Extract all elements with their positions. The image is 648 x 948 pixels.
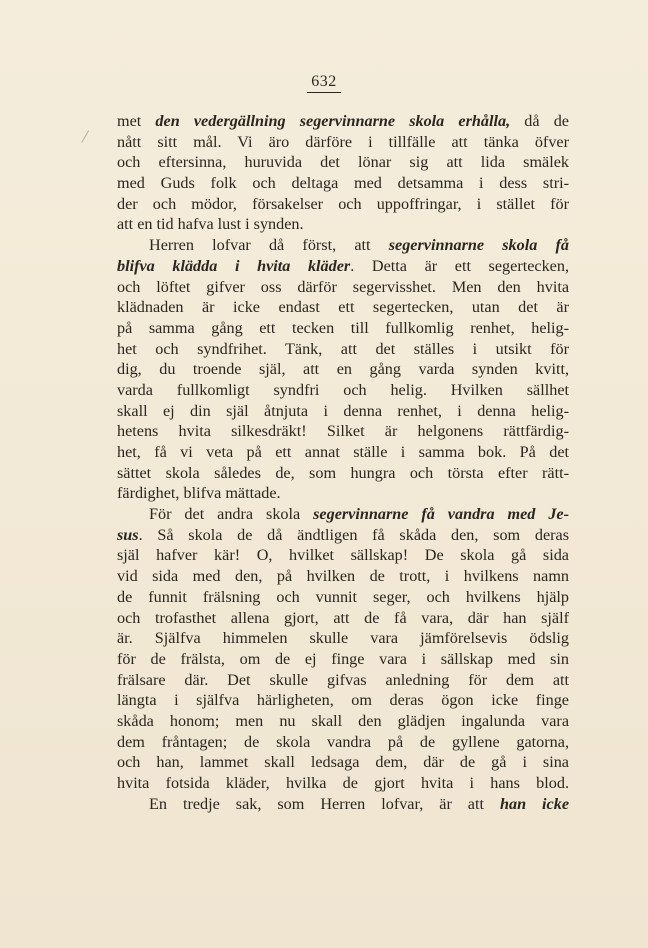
text-line	[117, 277, 569, 298]
text-run: på samma gång ett tecken till fullkomlig renhet, helig-	[117, 318, 569, 337]
text-run: dem fråntagen; de skola vandra på de gyllene gatorna,	[117, 732, 569, 751]
text-run: hetens hvita silkesdräkt! Silket är helgonens rättfärdig-	[117, 422, 569, 441]
text-line	[117, 690, 569, 711]
text-run: med Guds folk och deltaga med detsamma i dess stri-	[117, 174, 569, 193]
text-run: för de frälsta, om de ej finge vara i sällskap med sin	[117, 649, 569, 668]
text-run: Herren lofvar då först, att	[149, 236, 389, 255]
page-number-text: 632	[307, 73, 341, 93]
text-line	[117, 628, 569, 649]
text-line	[117, 752, 569, 773]
text-run: vid sida med den, på hvilken de trott, i hvilkens namn	[117, 567, 569, 586]
text-run: och han, lammet skall ledsaga dem, där de gå i sina	[117, 753, 569, 772]
text-run: varda fullkomligt syndfri och helig. Hvilken sällhet	[117, 380, 569, 399]
text-line	[117, 649, 569, 670]
text-line	[117, 463, 569, 484]
text-run: het och syndfrihet. Tänk, att det ställes i utsikt för	[117, 339, 569, 358]
text-line	[117, 483, 569, 504]
text-run: att en tid hafva lust i synden.	[117, 215, 304, 234]
text-line	[117, 318, 569, 339]
page-number	[0, 73, 648, 93]
text-run: nått sitt mål. Vi äro därföre i tillfälle att tänka öfver	[117, 132, 569, 151]
text-run: de funnit frälsning och vunnit seger, och hvilkens hjälp	[117, 587, 569, 606]
text-line	[117, 132, 569, 153]
text-line	[117, 732, 569, 753]
text-run: . Så skola de då ändtligen få skåda den, som deras	[138, 525, 569, 544]
text-line	[117, 794, 569, 815]
text-line	[117, 773, 569, 794]
italic-phrase: segervinnarne få vandra med Je-	[313, 505, 569, 524]
text-line	[117, 194, 569, 215]
text-line	[117, 587, 569, 608]
text-run: då de	[510, 112, 569, 130]
text-line	[117, 359, 569, 380]
text-run: frälsare där. Det skulle gifvas anledning för dem att	[117, 670, 569, 689]
text-line	[117, 442, 569, 463]
text-line	[117, 173, 569, 194]
text-run: och trofasthet allena gjort, att de få vara, där han själf	[117, 608, 569, 627]
text-run: het, få vi veta på ett annat ställe i samma bok. På det	[117, 443, 569, 461]
text-line	[117, 111, 569, 132]
text-line	[117, 525, 569, 546]
body-text	[117, 111, 569, 814]
text-run: För det andra skola	[149, 505, 314, 524]
text-line	[117, 214, 569, 235]
italic-phrase: den vedergällning segervinnarne skola erhålla,	[155, 112, 511, 130]
text-run: met	[117, 112, 156, 130]
text-run: hvita fotsida kläder, hvilka de gjort hvita i hans blod.	[117, 774, 569, 792]
text-run: En tredje sak, som Herren lofvar, är att	[149, 794, 500, 813]
text-line	[117, 152, 569, 173]
margin-mark	[81, 130, 98, 148]
text-run: dig, du troende själ, att en gång varda synden kvitt,	[117, 360, 569, 379]
text-line	[117, 421, 569, 442]
text-run: och löftet gifver oss därför segervisshet. Men den hvita	[117, 277, 569, 296]
text-run: är. Själfva himmelen skulle vara jämförelsevis ödslig	[117, 629, 569, 648]
text-line	[117, 711, 569, 732]
text-line	[117, 504, 569, 525]
text-run: själ hafver kär! O, hvilket sällskap! De skola gå sida	[117, 546, 569, 565]
italic-phrase: blifva klädda i hvita kläder	[117, 256, 351, 275]
text-line	[117, 235, 569, 256]
text-run: sättet skola således de, som hungra och törsta efter rätt-	[117, 463, 569, 482]
text-run: färdighet, blifva mättade.	[117, 484, 281, 503]
text-line	[117, 670, 569, 691]
text-line	[117, 566, 569, 587]
text-run: skåda honom; men nu skall den glädjen ingalunda vara	[117, 711, 569, 730]
text-run: der och mödor, försakelser och uppoffringar, i stället för	[117, 194, 569, 213]
text-line	[117, 339, 569, 360]
text-run: och eftersinna, huruvida det lönar sig att lida smälek	[117, 153, 569, 172]
text-run: längta i själfva härligheten, om deras ögon icke finge	[117, 691, 569, 710]
text-line	[117, 608, 569, 629]
text-run: skall ej din själ åtnjuta i denna renhet, i denna helig-	[117, 401, 569, 420]
text-line	[117, 545, 569, 566]
text-line	[117, 380, 569, 401]
text-line	[117, 256, 569, 277]
italic-phrase: segervinnarne skola få	[388, 236, 569, 255]
text-run: . Detta är ett segertecken,	[350, 256, 569, 275]
italic-phrase: sus	[117, 525, 139, 544]
italic-phrase: han icke	[499, 794, 570, 813]
text-line	[117, 297, 569, 318]
text-line	[117, 401, 569, 422]
text-run: klädnaden är icke endast ett segertecken, utan det är	[117, 298, 569, 317]
